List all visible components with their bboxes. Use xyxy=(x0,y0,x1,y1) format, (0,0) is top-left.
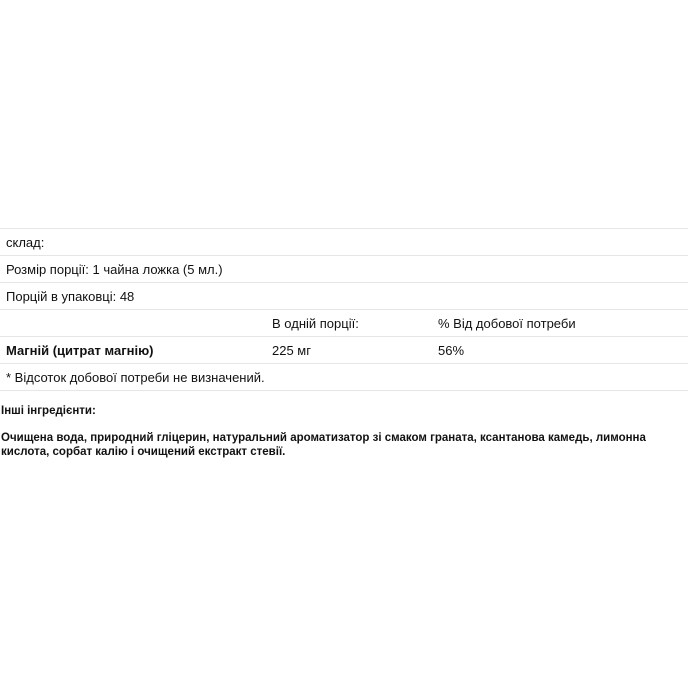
serving-size: Розмір порції: 1 чайна ложка (5 мл.) xyxy=(0,256,688,283)
header-per-serving: В одній порції: xyxy=(266,310,432,337)
table-header-row xyxy=(0,310,688,337)
composition-row xyxy=(0,229,688,256)
header-empty-cell xyxy=(0,310,266,337)
footnote: * Відсоток добової потреби не визначений. xyxy=(0,364,688,391)
nutrient-daily-value: 56% xyxy=(432,337,688,364)
table-row xyxy=(0,337,688,364)
header-daily-value: % Від добової потреби xyxy=(432,310,688,337)
nutrient-amount: 225 мг xyxy=(266,337,432,364)
other-ingredients-text: Очищена вода, природний гліцерин, натуральний ароматизатор зі смаком граната, ксантанова камедь, лимонна кислота, сорбат калію і очищений екстракт стевії. xyxy=(1,432,646,458)
servings-per-container-row xyxy=(0,283,688,310)
nutrient-name: Магній (цитрат магнію) xyxy=(0,337,266,364)
other-ingredients-section xyxy=(1,404,685,459)
footnote-row xyxy=(0,364,688,391)
composition-label: склад: xyxy=(0,229,688,256)
other-ingredients-heading: Інші інгредієнти: xyxy=(1,405,96,417)
serving-size-row xyxy=(0,256,688,283)
servings-per-container: Порцій в упаковці: 48 xyxy=(0,283,688,310)
supplement-facts-table xyxy=(0,228,688,391)
